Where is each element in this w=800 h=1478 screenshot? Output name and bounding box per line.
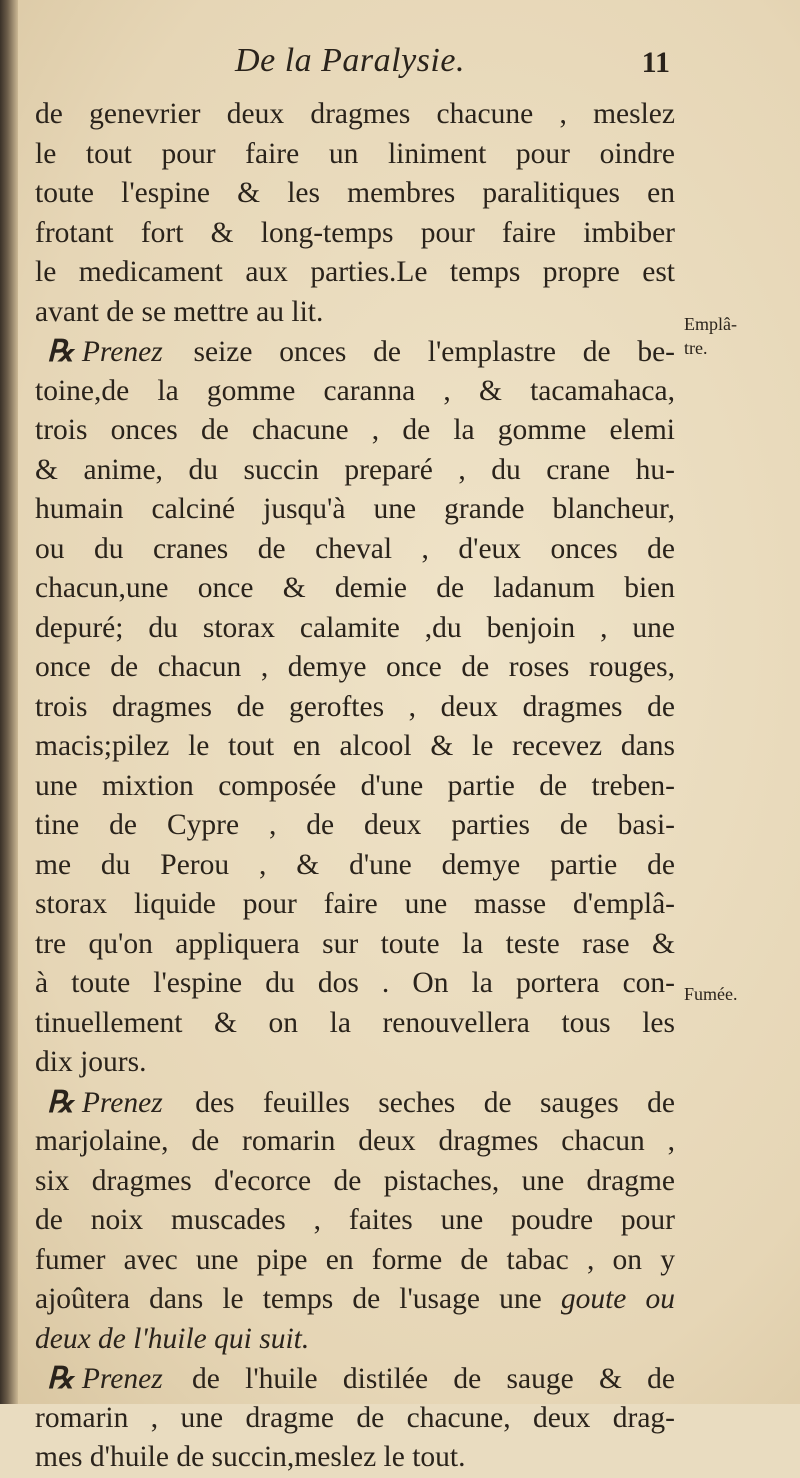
- text-line: tinuellement & on la renouvellera tous les: [35, 1006, 675, 1039]
- text-line: humain calciné jusqu'à une grande blancheur,: [35, 493, 675, 525]
- margin-note-fumee: [684, 982, 794, 1006]
- italic-phrase: goute ou: [560, 1283, 675, 1315]
- text-line: une mixtion composée d'une partie de treben-: [35, 769, 675, 802]
- text-line: tine de Cypre , de deux parties de basi-: [35, 809, 675, 841]
- recipe-symbol-icon: ℞: [47, 1085, 74, 1119]
- text-line: mes d'huile de succin,meslez le tout.: [35, 1441, 466, 1473]
- recipe-lead-word: Prenez: [81, 1086, 163, 1119]
- body-text: [35, 95, 675, 1478]
- text-line: toute l'espine & les membres paralitiques en: [35, 177, 675, 209]
- text-line: toine,de la gomme caranna , & tacamahaca,: [35, 374, 675, 407]
- text-line: marjolaine, de romarin deux dragmes chacun ,: [35, 1125, 675, 1157]
- text-line: dix jours.: [35, 1046, 147, 1078]
- recipe-lead-word: Prenez: [81, 336, 163, 368]
- text-line: once de chacun , demye once de roses rouges,: [35, 651, 675, 683]
- text-line: le medicament aux parties.Le temps propre est: [35, 256, 675, 288]
- margin-note-emplatre: [684, 312, 794, 360]
- recipe-first-line: [35, 1083, 675, 1123]
- recipe-symbol-icon: ℞: [47, 335, 74, 368]
- recipe-symbol-icon: ℞: [47, 1362, 74, 1395]
- recipe-lead-word: Prenez: [81, 1363, 163, 1395]
- text-line: de genevrier deux dragmes chacune , meslez: [35, 98, 675, 130]
- text-line: le tout pour faire un liniment pour oindre: [35, 137, 675, 170]
- text-line: me du Perou , & d'une demye partie de: [35, 848, 675, 881]
- text-line: à toute l'espine du dos . On la portera con-: [35, 967, 675, 999]
- text-line: frotant fort & long-temps pour faire imbiber: [35, 216, 675, 249]
- text-line: ou du cranes de cheval , d'eux onces de: [35, 532, 675, 565]
- text-line: seize onces de l'emplastre de be-: [193, 336, 675, 368]
- text-line: six dragmes d'ecorce de pistaches, une dragme: [35, 1164, 675, 1197]
- margin-note-line: tre.: [684, 338, 708, 358]
- text-line: fumer avec une pipe en forme de tabac , on y: [35, 1243, 675, 1276]
- recipe-first-line: [35, 332, 675, 372]
- text-line: trois onces de chacune , de la gomme elemi: [35, 414, 675, 446]
- page-header: [30, 42, 670, 92]
- text-line: ajoûtera dans le temps de l'usage une: [35, 1283, 542, 1315]
- recipe-first-line: [35, 1359, 675, 1399]
- text-line: storax liquide pour faire une masse d'emplâ-: [35, 888, 675, 920]
- margin-note-line: Emplâ-: [684, 314, 737, 334]
- text-line: tre qu'on appliquera sur toute la teste rase &: [35, 927, 675, 960]
- book-spine-shadow: [0, 0, 18, 1404]
- text-line: de l'huile distilée de sauge & de: [192, 1363, 675, 1395]
- text-line: chacun,une once & demie de ladanum bien: [35, 572, 675, 604]
- text-line: depuré; du storax calamite ,du benjoin , une: [35, 611, 675, 644]
- text-line: trois dragmes de geroftes , deux dragmes de: [35, 690, 675, 723]
- text-line: macis;pilez le tout en alcool & le recevez dans: [35, 730, 675, 762]
- running-title: De la Paralysie.: [235, 42, 465, 79]
- page-number: 11: [641, 46, 670, 79]
- margin-note-line: Fumée.: [684, 984, 738, 1004]
- text-line: des feuilles seches de sauges de: [195, 1086, 675, 1119]
- text-line: & anime, du succin preparé , du crane hu-: [35, 453, 675, 486]
- text-line: deux de l'huile qui suit.: [35, 1322, 310, 1355]
- text-line: avant de se mettre au lit.: [35, 295, 324, 328]
- text-line: de noix muscades , faites une poudre pour: [35, 1204, 675, 1236]
- text-line-with-italic: [35, 1280, 675, 1320]
- text-line: romarin , une dragme de chacune, deux drag-: [35, 1401, 675, 1434]
